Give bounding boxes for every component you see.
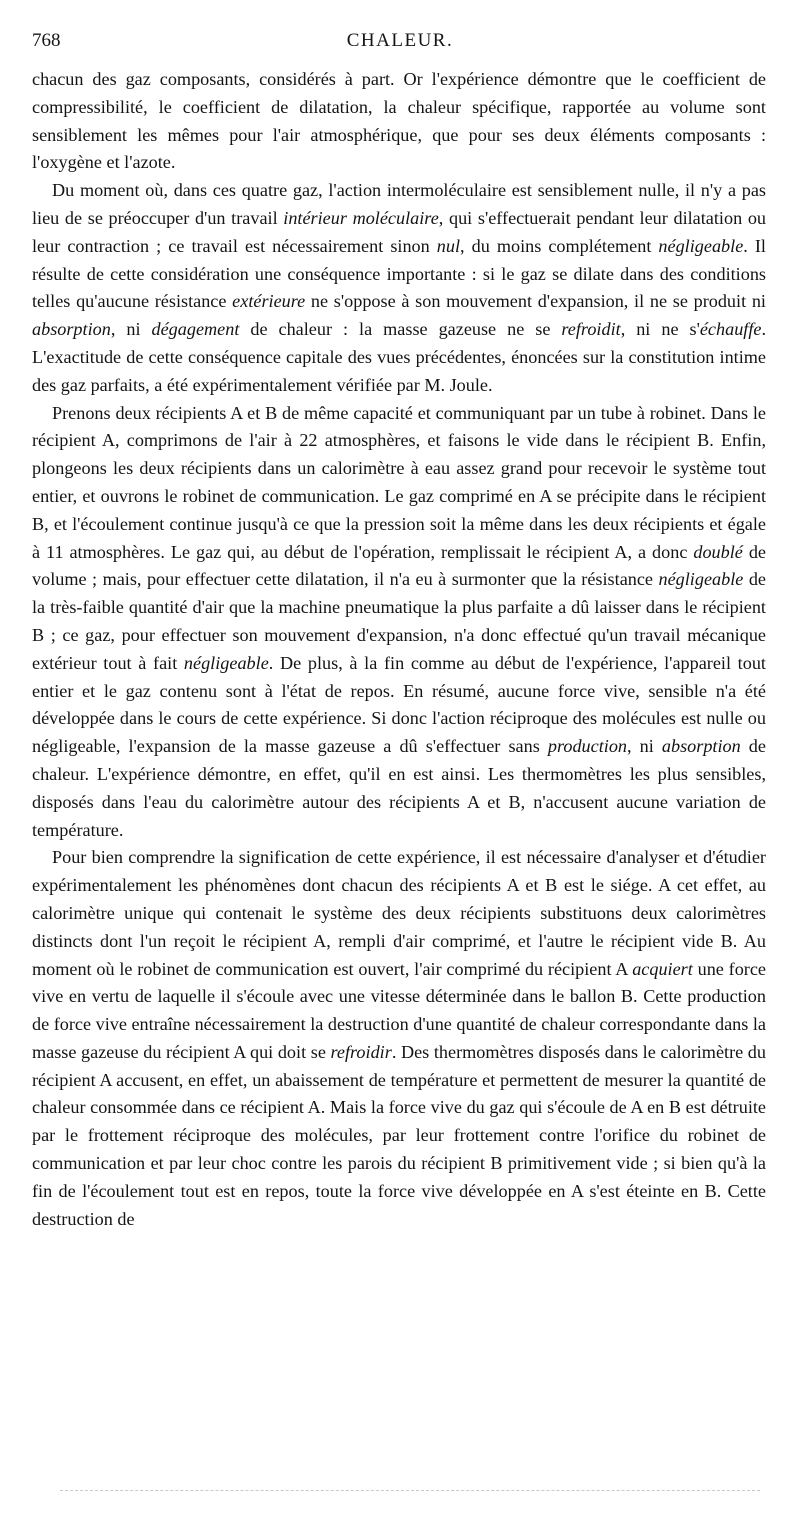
text-run: de chaleur. L'expérience démontre, en effet, qu'il en est ainsi. Les thermomètres les plus sensibles, disposés dans l'eau du calorimètre autour des récipients A et B, n'accusent aucune variation de température. — [32, 736, 766, 840]
italic-text: négligeable — [183, 652, 269, 673]
text-run: . Il résulte de cette considération une conséquence importante : si le gaz se dilate dans des conditions telles qu'aucune résistance — [32, 235, 766, 312]
footer-rule — [60, 1490, 760, 1491]
italic-text: échauffe — [699, 319, 762, 340]
running-head — [32, 30, 768, 58]
text-run: . De plus, à la fin comme au début de l'expérience, l'appareil tout entier et le gaz contenu sont à l'état de repos. En résumé, aucune force vive, sensible n'a été développée dans le cours de cette expérience. Si donc l'action réciproque des molécules est nulle ou négligeable, l'expansion de la masse gazeuse a dû s'effectuer sans — [32, 652, 766, 757]
paragraph — [32, 66, 766, 177]
italic-text: refroidit — [561, 319, 621, 340]
text-run: de volume ; mais, pour effectuer cette dilatation, il n'a eu à surmonter que la résistance — [32, 541, 766, 590]
text-run: de chaleur : la masse gazeuse ne se — [239, 319, 562, 340]
paragraph — [32, 177, 766, 399]
italic-text: absorption — [32, 319, 111, 340]
text-run: de la très-faible quantité d'air que la machine pneumatique la plus parfaite a dû laisser dans le récipient B ; ce gaz, pour effectuer son mouvement d'expansion, n'a donc effectué qu'un travail mécanique extérieur tout à fait — [32, 569, 766, 673]
text-run: chacun des gaz composants, considérés à part. Or l'expérience démontre que le coefficient de compressibilité, le coefficient de dilatation, la chaleur spécifique, rapportée au volume sont sensiblement les mêmes pour l'air atmosphérique, que pour ses deux éléments composants : l'oxygène et l'azote. — [32, 69, 766, 173]
text-run: . L'exactitude de cette conséquence capitale des vues précédentes, énoncées sur la constitution intime des gaz parfaits, a été expérimentalement vérifiée par M. Joule. — [32, 319, 767, 395]
italic-text: intérieur moléculaire — [283, 207, 439, 228]
italic-text: absorption — [661, 736, 741, 757]
body-text — [32, 66, 766, 1233]
italic-text: négligeable — [658, 569, 744, 590]
italic-text: refroidir — [330, 1041, 392, 1062]
text-run: Du moment où, dans ces quatre gaz, l'action intermoléculaire est sensiblement nulle, il n'y a pas lieu de se préoccuper d'un travail — [32, 180, 766, 228]
text-run: . Des thermomètres disposés dans le calorimètre du récipient A accusent, en effet, un abaissement de température et permettent de mesurer la quantité de chaleur consommée dans ce récipient A. Mais la force vive du gaz qui s'écoule de A en B est détruite par le frottement réciproque des molécules, par leur frottement contre l'orifice du robinet de communication et par leur choc contre les parois du récipient B primitivement vide ; si bien qu'à la fin de l'écoulement tout est en repos, toute la force vive développée en A s'est éteinte en B. Cette destruction de — [32, 1041, 766, 1229]
page-number: 768 — [32, 30, 61, 51]
italic-text: acquiert — [632, 958, 693, 979]
italic-text: doublé — [693, 541, 743, 562]
text-run: , ni — [110, 319, 152, 340]
text-run: , ni — [627, 736, 662, 757]
text-run: , qui s'effectuerait pendant leur dilatation ou leur contraction ; ce travail est nécessairement sinon — [32, 207, 767, 256]
italic-text: extérieure — [232, 291, 306, 312]
text-run: une force vive en vertu de laquelle il s'écoule avec une vitesse déterminée dans le ballon B. Cette production de force vive entraîne nécessairement la destruction d'une quantité de chaleur correspondante dans la masse gazeuse du récipient A qui doit se — [32, 958, 766, 1062]
italic-text: négligeable — [658, 235, 744, 256]
italic-text: production — [547, 736, 628, 757]
text-run: , du moins complétement — [460, 235, 659, 256]
italic-text: dégagement — [151, 319, 240, 340]
paragraph — [32, 844, 766, 1233]
text-run: ne s'oppose à son mouvement d'expansion, il ne se produit ni — [305, 291, 766, 312]
running-title: CHALEUR. — [346, 30, 454, 51]
text-run: Pour bien comprendre la signification de cette expérience, il est nécessaire d'analyser et d'étudier expérimentalement les phénomènes dont chacun des récipients A et B est le siége. A cet effet, au calorimètre unique qui contenait le système des deux récipients substituons deux calorimètres distincts dont l'un reçoit le récipient A, rempli d'air comprimé, et l'autre le récipient vide B. Au moment où le robinet de communication est ouvert, l'air comprimé du récipient A — [32, 847, 766, 979]
italic-text: nul — [436, 235, 461, 256]
paragraph — [32, 400, 766, 845]
text-run: , ni ne s' — [620, 319, 700, 340]
text-run: Prenons deux récipients A et B de même capacité et communiquant par un tube à robinet. Dans le récipient A, comprimons de l'air à 22 atmosphères, et faisons le vide dans le récipient B. Enfin, plongeons les deux récipients dans un calorimètre à eau assez grand pour recevoir le système tout entier, et ouvrons le robinet de communication. Le gaz comprimé en A se précipite dans le récipient B, et l'écoulement continue jusqu'à ce que la pression soit la même dans les deux récipients et égale à 11 atmosphères. Le gaz qui, au début de l'opération, remplissait le récipient A, a donc — [32, 402, 766, 562]
